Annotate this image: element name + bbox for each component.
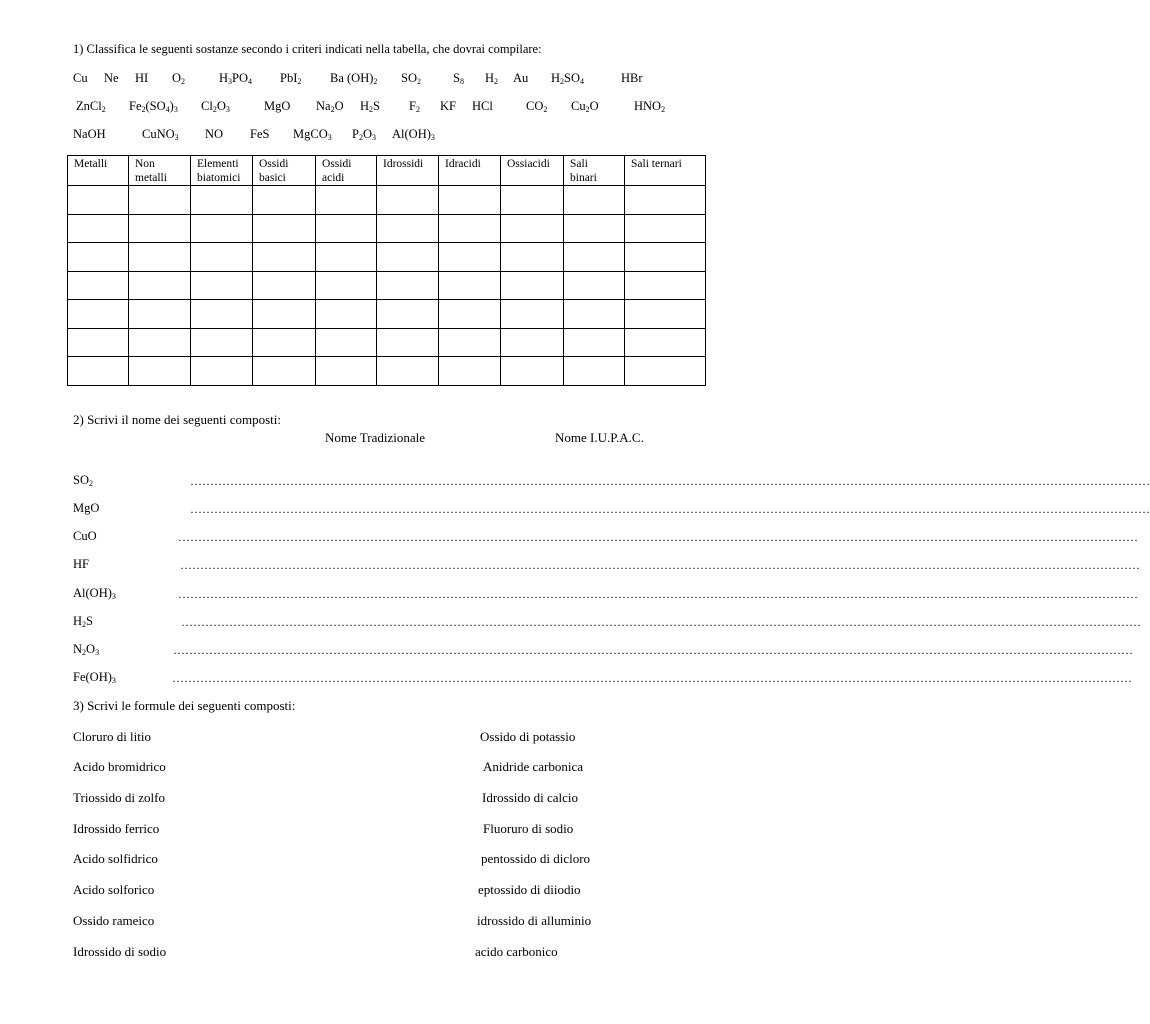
table-row [68,243,706,272]
answer-cell[interactable] [625,300,706,329]
column-iupac-name: Nome I.U.P.A.C. [555,430,644,445]
answer-cell[interactable] [564,271,625,300]
compound-name: pentossido di dicloro [481,851,591,866]
answer-cell[interactable] [625,186,706,215]
substance-formula: $F_2$ [409,99,420,114]
substance-formula: $CO_2$ [526,99,548,114]
answer-cell[interactable] [316,271,377,300]
answer-cell[interactable] [129,186,191,215]
substance-formula: MgO [264,99,291,113]
substance-formula: $HNO_2$ [634,99,666,114]
answer-cell[interactable] [377,271,439,300]
answer-cell[interactable] [68,328,129,357]
answer-cell[interactable] [68,186,129,215]
answer-cell[interactable] [68,243,129,272]
answer-cell[interactable] [191,300,253,329]
compound-name: Acido solforico [73,882,155,897]
substance-formula: $H_2SO_4$ [551,71,585,86]
answer-cell[interactable] [501,214,564,243]
substance-formula: Cu [73,71,88,85]
compound-name: Cloruro di litio [73,729,151,744]
substance-formula: PbI$_2$ [280,71,302,86]
answer-cell[interactable] [191,186,253,215]
answer-line[interactable]: …………………………………………………………………………………………………………………………………………………………………………………………………………………… [190,502,1150,516]
answer-cell[interactable] [191,214,253,243]
table-header-cell: Ossiacidi [501,156,564,186]
table-header-cell: Metalli [68,156,129,186]
answer-cell[interactable] [501,357,564,386]
compound-name: Fluoruro di sodio [483,821,574,836]
compound-name: Anidride carbonica [483,759,583,774]
table-row [68,186,706,215]
compound-name: eptossido di diiodio [478,882,581,897]
answer-cell[interactable] [625,271,706,300]
compound-formula: CuO [73,529,97,543]
substance-formula: MgCO$_3$ [293,127,332,142]
substance-formula: HBr [621,71,643,85]
substance-formula: $Cu_2O$ [571,99,599,114]
answer-cell[interactable] [377,300,439,329]
answer-cell[interactable] [191,271,253,300]
substance-formula: $H_2$ [485,71,499,86]
substance-formula: $Fe_2(SO_4)_3$ [129,99,178,114]
compound-name: Acido solfidrico [73,851,158,866]
answer-line[interactable]: …………………………………………………………………………………………………………………………………………………………………………………………………………………… [173,643,1133,657]
classification-table [67,155,706,386]
answer-cell[interactable] [253,328,316,357]
substance-formula: $O_2$ [172,71,186,86]
table-header-cell: Sali binari [564,156,625,186]
answer-cell[interactable] [129,271,191,300]
compound-formula: $SO_2$ [73,473,93,488]
substance-formula: HI [135,71,149,85]
answer-cell[interactable] [564,243,625,272]
answer-cell[interactable] [129,300,191,329]
table-header-cell: Idracidi [439,156,501,186]
compound-name: Idrossido ferrico [73,821,160,836]
answer-cell[interactable] [377,214,439,243]
table-row [68,214,706,243]
answer-cell[interactable] [253,271,316,300]
answer-cell[interactable] [129,214,191,243]
answer-cell[interactable] [377,357,439,386]
substance-formula: CuNO$_3$ [142,127,179,142]
answer-cell[interactable] [316,186,377,215]
answer-cell[interactable] [68,214,129,243]
substance-formula: FeS [250,127,270,141]
answer-line[interactable]: …………………………………………………………………………………………………………………………………………………………………………………………………………………… [180,558,1140,572]
answer-cell[interactable] [253,214,316,243]
answer-cell[interactable] [253,243,316,272]
answer-cell[interactable] [501,271,564,300]
compound-name: idrossido di alluminio [477,913,592,928]
answer-cell[interactable] [191,357,253,386]
answer-cell[interactable] [564,186,625,215]
answer-cell[interactable] [625,214,706,243]
table-row [68,271,706,300]
substance-formula: $P_2O_3$ [352,127,376,142]
compound-name: Idrossido di sodio [73,944,167,959]
answer-cell[interactable] [316,357,377,386]
substance-formula: HCl [472,99,493,113]
compound-formula: HF [73,557,89,571]
answer-cell[interactable] [439,271,501,300]
answer-cell[interactable] [625,328,706,357]
compound-name: Triossido di zolfo [73,790,165,805]
compound-name: Ossido di potassio [480,729,576,744]
answer-cell[interactable] [439,214,501,243]
answer-cell[interactable] [625,357,706,386]
substance-formula: NaOH [73,127,106,141]
substance-formula: $Al(OH)_3$ [392,127,435,142]
exercise-1-title: 1) Classifica le seguenti sostanze secondo i criteri indicati nella tabella, che dovrai compilare: [73,42,542,56]
answer-cell[interactable] [564,328,625,357]
answer-cell[interactable] [316,300,377,329]
column-traditional-name: Nome Tradizionale [325,430,426,445]
answer-cell[interactable] [316,328,377,357]
answer-cell[interactable] [191,243,253,272]
substance-formula: KF [440,99,456,113]
answer-cell[interactable] [253,357,316,386]
compound-formula: MgO [73,501,100,515]
substance-formula: Au [513,71,529,85]
answer-cell[interactable] [129,243,191,272]
answer-cell[interactable] [253,186,316,215]
substance-formula: $SO_2$ [401,71,421,86]
substance-formula: $S_8$ [453,71,464,86]
answer-line[interactable]: …………………………………………………………………………………………………………………………………………………………………………………………………………………… [178,530,1138,544]
substance-formula: $Cl_2O_3$ [201,99,230,114]
substance-formula: Ba $(OH)_2$ [330,71,378,86]
answer-cell[interactable] [377,243,439,272]
compound-name: acido carbonico [475,944,558,959]
answer-cell[interactable] [501,300,564,329]
answer-cell[interactable] [501,328,564,357]
answer-line[interactable]: …………………………………………………………………………………………………………………………………………………………………………………………………………………… [181,615,1141,629]
exercise-3-title: 3) Scrivi le formule dei seguenti composti: [73,698,296,713]
answer-cell[interactable] [439,357,501,386]
compound-formula: $N_2O_3$ [73,642,100,657]
compound-name: Idrossido di calcio [482,790,579,805]
table-header-cell: Ossidi basici [253,156,316,186]
table-header-cell: Ossidi acidi [316,156,377,186]
compound-formula: $Fe(OH)_3$ [73,670,116,685]
compound-formula: $H_2S$ [73,614,93,629]
answer-cell[interactable] [68,300,129,329]
table-header-cell: Elementi biatomici [191,156,253,186]
substance-formula: Ne [104,71,119,85]
answer-cell[interactable] [377,328,439,357]
answer-cell[interactable] [439,243,501,272]
compound-name: Acido bromidrico [73,759,166,774]
substance-formula: $Na_2O$ [316,99,344,114]
answer-cell[interactable] [129,357,191,386]
table-header-cell: Sali ternari [625,156,706,186]
answer-cell[interactable] [253,300,316,329]
answer-cell[interactable] [129,328,191,357]
answer-cell[interactable] [68,357,129,386]
substance-formula: ZnCl$_2$ [76,99,106,114]
exercise-2-title: 2) Scrivi il nome dei seguenti composti: [73,412,281,427]
compound-name: Ossido rameico [73,913,155,928]
answer-cell[interactable] [501,186,564,215]
substance-formula: $H_3PO_4$ [219,71,253,86]
table-header-cell: Non metalli [129,156,191,186]
answer-cell[interactable] [439,328,501,357]
answer-cell[interactable] [377,186,439,215]
table-header-cell: Idrossidi [377,156,439,186]
substance-formula: NO [205,127,224,141]
table-row [68,328,706,357]
answer-cell[interactable] [316,243,377,272]
answer-cell[interactable] [564,357,625,386]
table-row [68,300,706,329]
answer-line[interactable]: …………………………………………………………………………………………………………………………………………………………………………………………………………………… [190,474,1150,488]
answer-line[interactable]: …………………………………………………………………………………………………………………………………………………………………………………………………………………… [172,671,1132,685]
table-row [68,357,706,386]
answer-cell[interactable] [501,243,564,272]
answer-line[interactable]: …………………………………………………………………………………………………………………………………………………………………………………………………………………… [178,587,1138,601]
answer-cell[interactable] [191,328,253,357]
answer-cell[interactable] [625,243,706,272]
answer-cell[interactable] [439,186,501,215]
answer-cell[interactable] [439,300,501,329]
answer-cell[interactable] [564,214,625,243]
answer-cell[interactable] [564,300,625,329]
compound-formula: $Al(OH)_3$ [73,586,116,601]
answer-cell[interactable] [68,271,129,300]
substance-formula: $H_2S$ [360,99,380,114]
answer-cell[interactable] [316,214,377,243]
